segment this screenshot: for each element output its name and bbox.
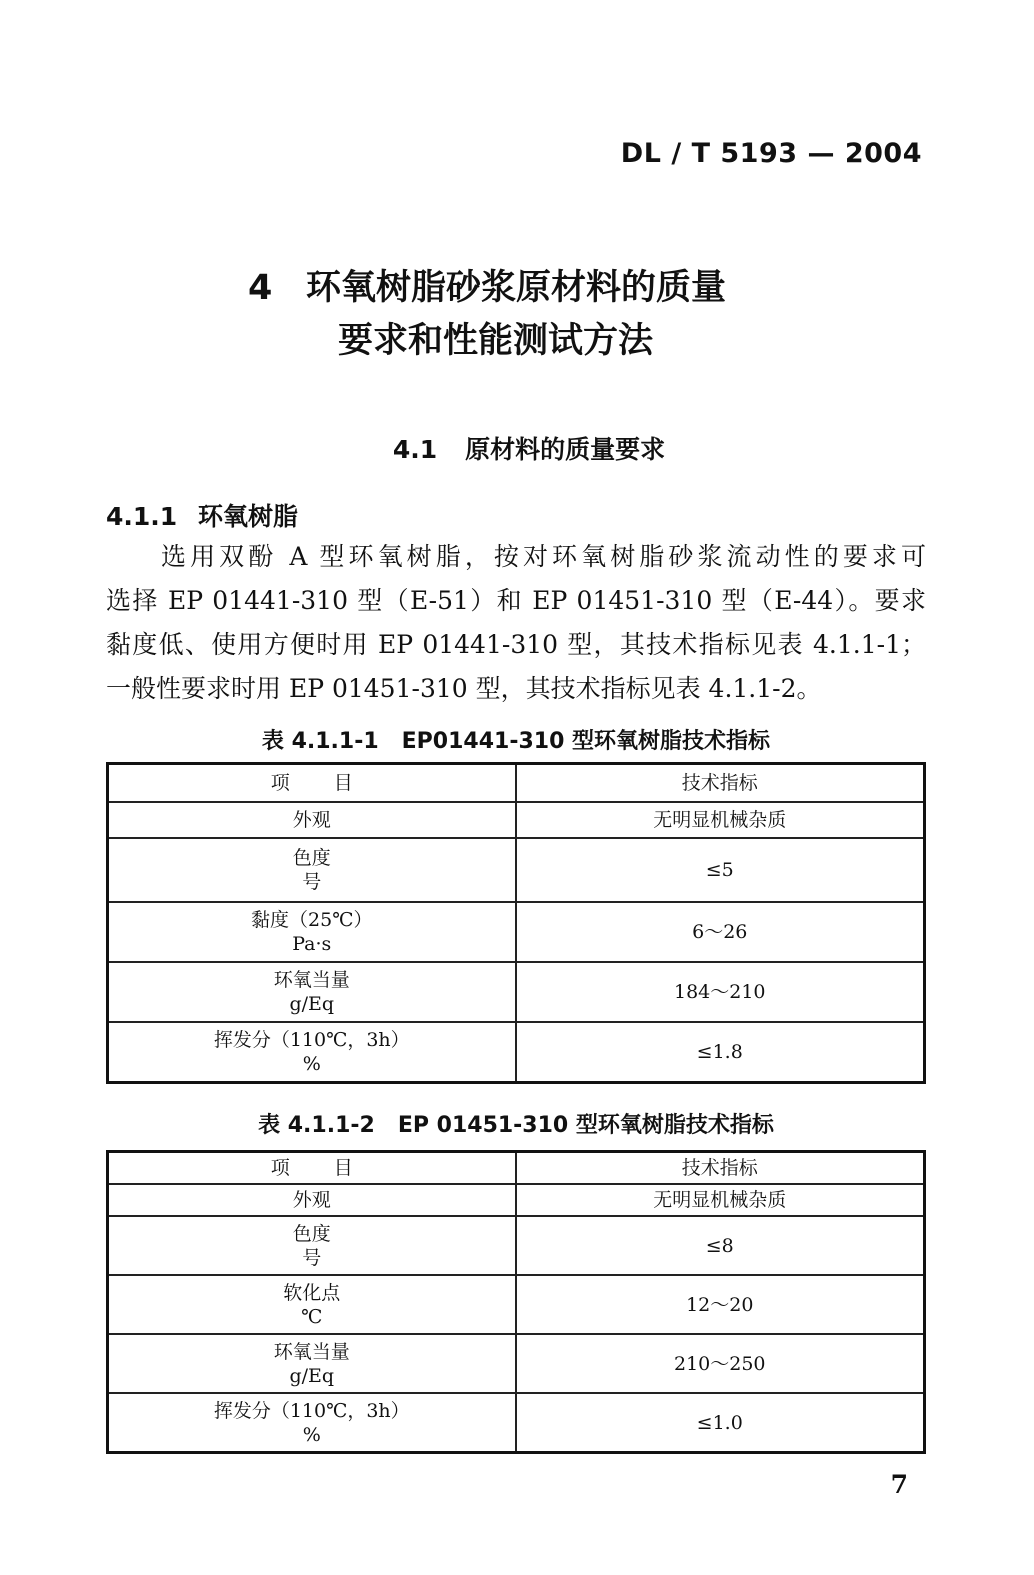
unit-label: Pa·s (292, 933, 332, 955)
table-row (108, 1393, 925, 1453)
table-header-row (108, 1152, 925, 1185)
paragraph-line: 选用双酚 A 型环氧树脂，按对环氧树脂砂浆流动性的要求可 (161, 542, 926, 571)
value-cell: 12～20 (516, 1275, 925, 1334)
item-cell: 黏度（25℃） Pa·s (108, 902, 516, 962)
table-row (108, 838, 925, 902)
table-row (108, 902, 925, 962)
header-cell-value: 技术指标 (516, 1152, 925, 1185)
spec-table (106, 1150, 926, 1454)
item-cell: 挥发分（110℃，3h） % (108, 1022, 516, 1083)
paragraph-line: 一般性要求时用 EP 01451-310 型，其技术指标见表 4.1.1-2。 (106, 674, 822, 703)
table-caption (106, 724, 926, 755)
chapter-title-line1: 环氧树脂砂浆原材料的质量 (306, 268, 727, 308)
unit-label: g/Eq (289, 993, 335, 1015)
chapter-number: 4 (248, 268, 273, 308)
value-cell: 210～250 (516, 1334, 925, 1393)
item-cell: 挥发分（110℃，3h） % (108, 1393, 516, 1453)
table-row (108, 1216, 925, 1275)
subsection-number: 4.1.1 (106, 502, 178, 531)
table-row (108, 1184, 925, 1216)
unit-label: 号 (302, 1246, 322, 1269)
section-heading (0, 430, 1034, 466)
value-cell: ≤1.8 (516, 1022, 925, 1083)
spec-table (106, 762, 926, 1084)
table-row (108, 1334, 925, 1393)
subsection-heading (106, 497, 298, 533)
unit-label: 号 (302, 871, 322, 893)
value-cell: 184～210 (516, 962, 925, 1022)
section-number: 4.1 (392, 435, 438, 464)
table-caption-number: 表 4.1.1-2 (258, 1113, 375, 1138)
table-caption (106, 1108, 926, 1139)
item-cell: 环氧当量 g/Eq (108, 1334, 516, 1393)
item-cell: 色度 号 (108, 1216, 516, 1275)
value-cell: ≤5 (516, 838, 925, 902)
value-cell: ≤1.0 (516, 1393, 925, 1453)
page-number: 7 (890, 1470, 908, 1499)
table-row (108, 1275, 925, 1334)
value-cell: 无明显机械杂质 (516, 1184, 925, 1216)
unit-label: g/Eq (289, 1364, 335, 1387)
chapter-title-line2: 要求和性能测试方法 (338, 321, 654, 361)
paragraph-line: 选择 EP 01441-310 型（E-51）和 EP 01451-310 型（E-44）。要求 (106, 586, 926, 615)
header-cell-item: 项 目 (108, 1152, 516, 1185)
body-paragraph (106, 535, 926, 711)
value-cell: ≤8 (516, 1216, 925, 1275)
subsection-title: 环氧树脂 (198, 502, 299, 531)
item-cell: 外观 (108, 802, 516, 838)
table-caption-number: 表 4.1.1-1 (261, 729, 379, 754)
item-cell: 外观 (108, 1184, 516, 1216)
table-row (108, 1022, 925, 1083)
item-cell: 环氧当量 g/Eq (108, 962, 516, 1022)
table-caption-title: EP 01451-310 型环氧树脂技术指标 (397, 1113, 774, 1138)
section-title: 原材料的质量要求 (465, 435, 666, 464)
value-cell: 6～26 (516, 902, 925, 962)
header-cell-value: 技术指标 (516, 764, 925, 803)
unit-label: ℃ (301, 1305, 323, 1328)
unit-label: % (302, 1053, 321, 1075)
value-cell: 无明显机械杂质 (516, 802, 925, 838)
chapter-title (0, 260, 1034, 310)
table-header-row (108, 764, 925, 803)
standard-code: DL / T 5193 — 2004 (620, 138, 922, 169)
table-row (108, 802, 925, 838)
table-row (108, 962, 925, 1022)
paragraph-line: 黏度低、使用方便时用 EP 01441-310 型，其技术指标见表 4.1.1-1； (106, 630, 926, 659)
item-cell: 色度 号 (108, 838, 516, 902)
table-caption-title: EP01441-310 型环氧树脂技术指标 (401, 729, 771, 754)
unit-label: % (302, 1423, 321, 1446)
item-cell: 软化点 ℃ (108, 1275, 516, 1334)
header-cell-item: 项 目 (108, 764, 516, 803)
